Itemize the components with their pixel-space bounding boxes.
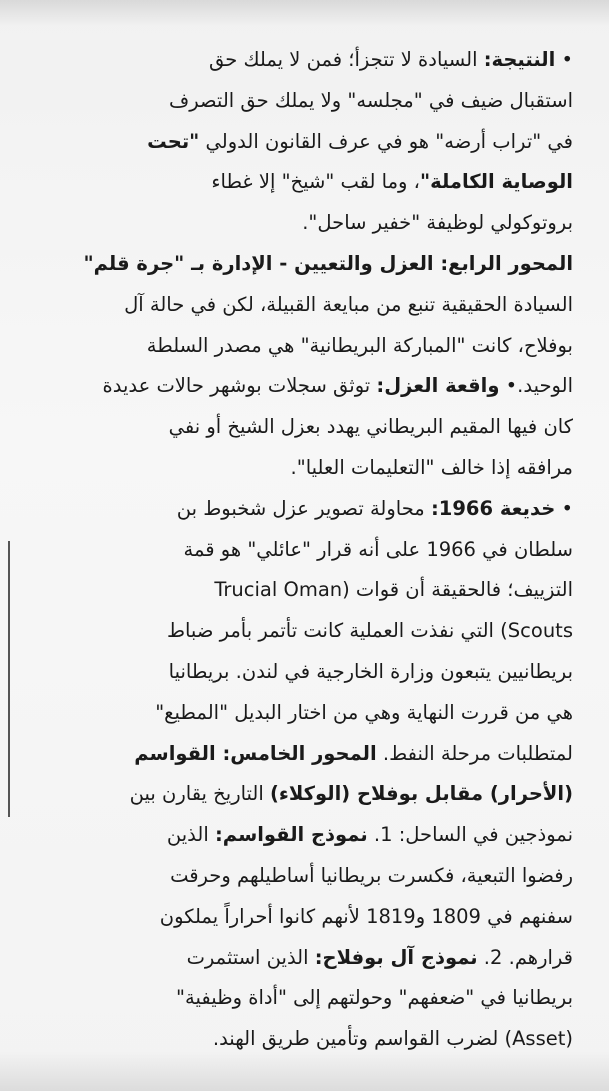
article-text (37, 40, 573, 1060)
top-shadow (0, 0, 609, 26)
text-line (37, 856, 573, 897)
text-segment: الذين استثمرت (186, 945, 315, 969)
text-line (37, 570, 573, 611)
text-segment: توثق سجلات بوشهر حالات عديدة (102, 374, 377, 398)
text-segment: سفنهم في 1809 و1819 لأنهم كانوا أحراراً يملكون (159, 904, 573, 928)
text-segment: الذين (166, 823, 215, 847)
text-line (37, 40, 573, 81)
bold-text-segment: نموذج آل بوفلاح: (314, 945, 478, 969)
text-line (37, 122, 573, 163)
bold-text-segment: (الأحرار) مقابل بوفلاح (الوكلاء) (270, 782, 573, 806)
text-segment: محاولة تصوير عزل شخبوط بن (176, 496, 431, 520)
text-segment: الوحيد.• (499, 374, 573, 398)
text-line (37, 162, 573, 203)
text-line (37, 938, 573, 979)
text-line (37, 815, 573, 856)
text-segment: لمتطلبات مرحلة النفط. (376, 741, 573, 765)
text-line (37, 611, 573, 652)
bold-text-segment: المحور الخامس: القواسم (134, 741, 377, 765)
text-line (37, 366, 573, 407)
text-segment: نموذجين في الساحل: 1. (367, 823, 573, 847)
text-segment: • (555, 496, 573, 520)
text-segment: رفضوا التبعية، فكسرت بريطانيا أساطيلهم وحرقت (170, 863, 573, 887)
text-segment: بوفلاح، كانت "المباركة البريطانية" هي مصدر السلطة (146, 333, 573, 357)
text-line (37, 652, 573, 693)
text-line (37, 693, 573, 734)
text-segment: السيادة الحقيقية تنبع من مبايعة القبيلة، لكن في حالة آل (124, 292, 573, 316)
text-line (37, 897, 573, 938)
text-line (37, 774, 573, 815)
bottom-shadow (0, 1051, 609, 1091)
text-segment: هي من قررت النهاية وهي من اختار البديل "المطيع" (155, 700, 573, 724)
text-segment: • (555, 48, 573, 71)
text-segment: استقبال ضيف في "مجلسه" ولا يملك حق التصرف (169, 88, 573, 112)
text-segment: Scouts) التي نفذت العملية كانت تأتمر بأمر ضباط (166, 619, 573, 643)
bold-text-segment: المحور الرابع: العزل والتعيين - الإدارة بـ "جرة قلم" (83, 251, 573, 275)
text-segment: بريطانيا في "ضعفهم" وحولتهم إلى "أداة وظيفية" (176, 986, 573, 1010)
text-line (37, 81, 573, 122)
text-segment: (Asset) لضرب القواسم وتأمين طريق الهند. (212, 1027, 573, 1051)
scroll-indicator-line (8, 541, 10, 817)
text-line (37, 489, 573, 530)
text-line (37, 203, 573, 244)
text-line (37, 244, 573, 285)
text-segment: التاريخ يقارن بين (129, 782, 270, 806)
text-line (37, 407, 573, 448)
bold-text-segment: الوصاية الكاملة" (419, 170, 573, 194)
text-segment: سلطان في 1966 على أنه قرار "عائلي" هو قمة (183, 537, 573, 561)
text-segment: مرافقه إذا خالف "التعليمات العليا". (290, 455, 573, 479)
text-segment: ، وما لقب "شيخ" إلا غطاء (211, 170, 420, 194)
bold-text-segment: "تحت (147, 129, 200, 153)
bold-text-segment: النتيجة: (483, 48, 556, 71)
text-line (37, 448, 573, 489)
text-segment: السيادة لا تتجزأ؛ فمن لا يملك حق (208, 48, 484, 71)
text-line (37, 978, 573, 1019)
text-segment: بريطانيين يتبعون وزارة الخارجية في لندن. بريطانيا (168, 659, 573, 683)
text-segment: كان فيها المقيم البريطاني يهدد بعزل الشيخ أو نفي (168, 415, 573, 439)
text-line (37, 326, 573, 367)
bold-text-segment: واقعة العزل: (376, 374, 500, 398)
text-line (37, 530, 573, 571)
text-line (37, 734, 573, 775)
text-segment: قرارهم. 2. (477, 945, 573, 969)
text-line (37, 285, 573, 326)
bold-text-segment: نموذج القواسم: (214, 823, 368, 847)
bold-text-segment: خديعة 1966: (430, 496, 556, 520)
text-segment: بروتوكولي لوظيفة "خفير ساحل". (302, 211, 573, 235)
text-segment: التزييف؛ فالحقيقة أن قوات (Trucial Oman (214, 578, 573, 602)
text-segment: في "تراب أرضه" هو في عرف القانون الدولي (199, 129, 573, 153)
